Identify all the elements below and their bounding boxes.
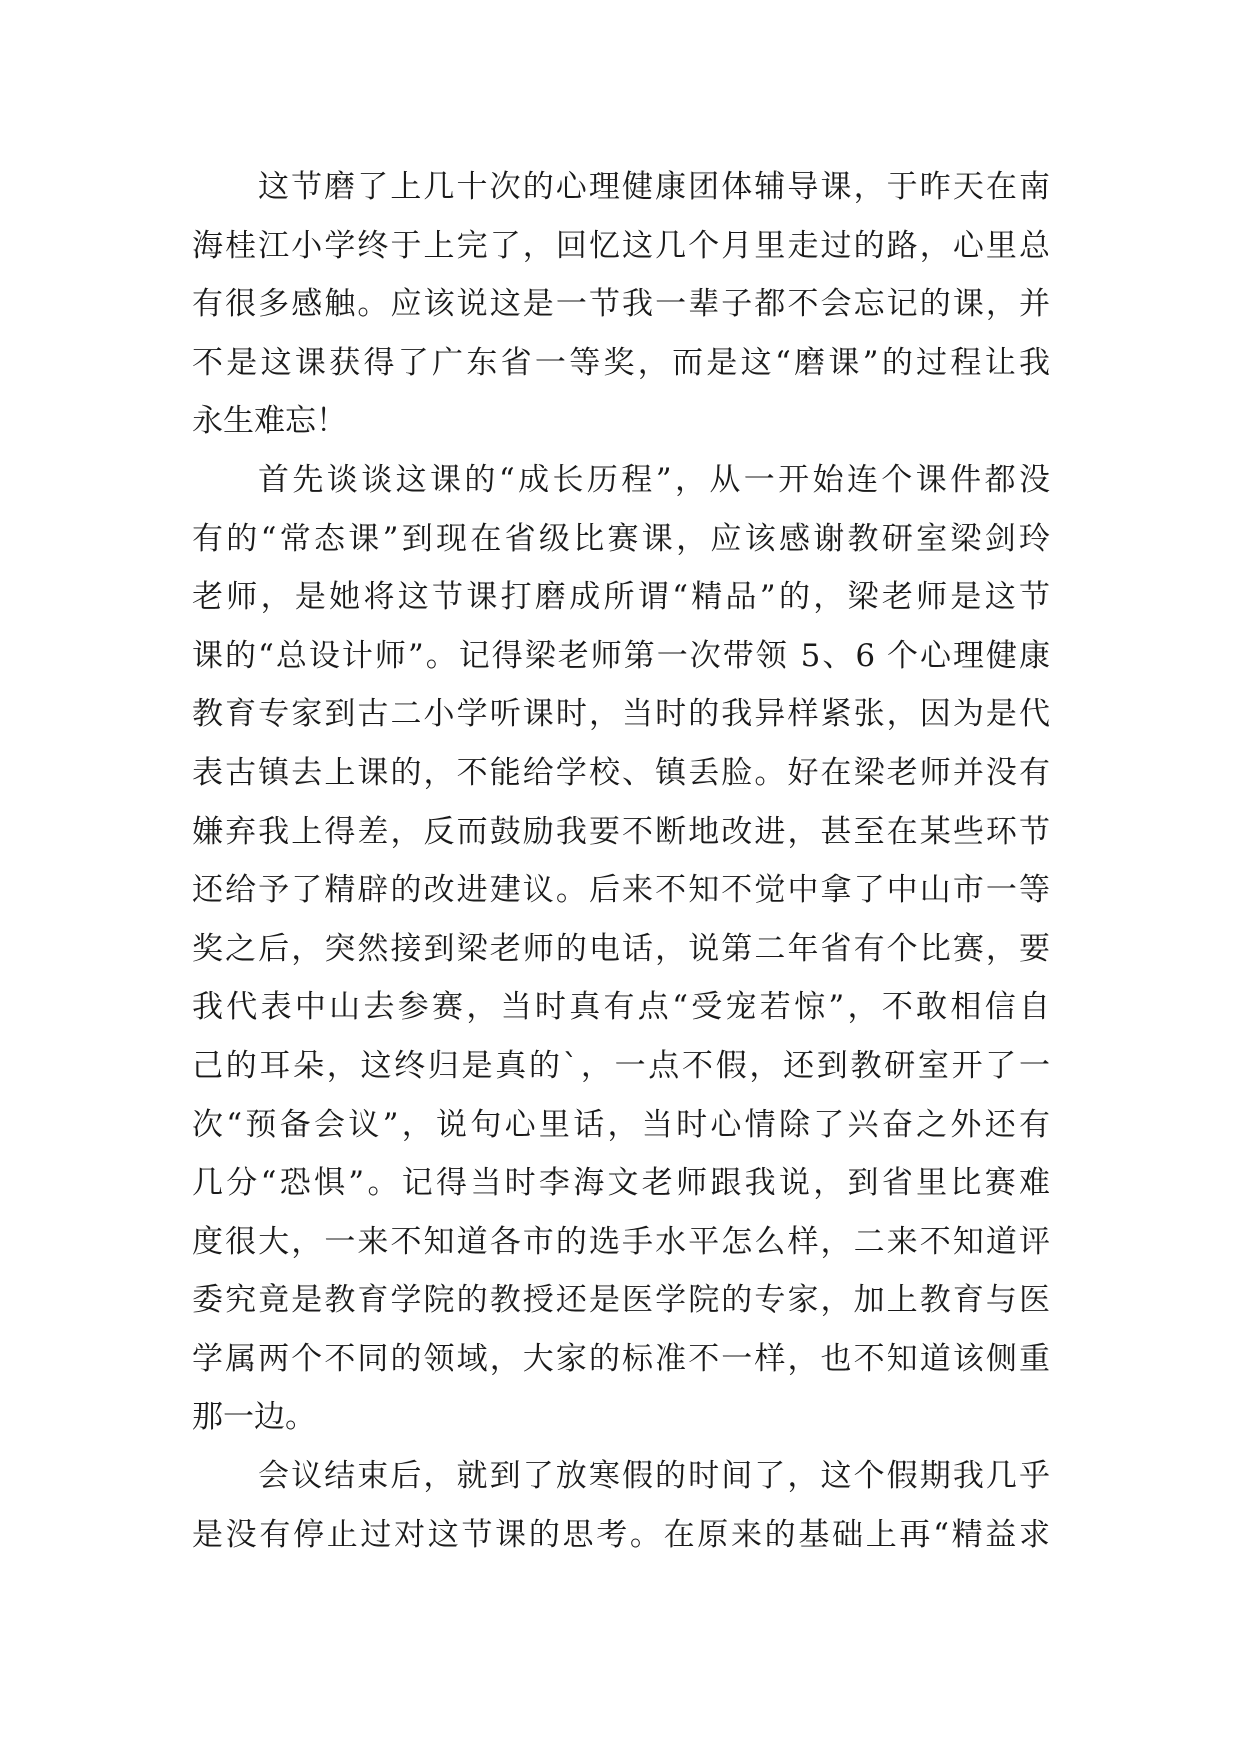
text-line: 还给予了精辟的改进建议。后来不知不觉中拿了中山市一等 <box>192 872 1050 909</box>
text-line: 首先谈谈这课的“成长历程”，从一开始连个课件都没 <box>258 461 1050 498</box>
text-line: 老师，是她将这节课打磨成所谓“精品”的，梁老师是这节 <box>192 579 1050 616</box>
paragraph <box>192 1447 1050 1564</box>
paragraph <box>192 158 1050 451</box>
text-line: 有很多感触。应该说这是一节我一辈子都不会忘记的课，并 <box>192 286 1050 323</box>
text-line: 己的耳朵，这终归是真的`，一点不假，还到教研室开了一 <box>192 1047 1050 1084</box>
text-line: 不是这课获得了广东省一等奖，而是这“磨课”的过程让我 <box>192 344 1050 381</box>
text-line: 有的“常态课”到现在省级比赛课，应该感谢教研室梁剑玲 <box>192 520 1050 557</box>
text-line: 教育专家到古二小学听课时，当时的我异样紧张，因为是代 <box>192 696 1050 733</box>
text-line: 这节磨了上几十次的心理健康团体辅导课，于昨天在南 <box>258 169 1050 205</box>
text-line: 那一边。 <box>192 1399 316 1436</box>
body-text <box>192 158 1050 1564</box>
text-line: 永生难忘！ <box>192 403 347 440</box>
text-line: 嫌弃我上得差，反而鼓励我要不断地改进，甚至在某些环节 <box>192 813 1050 850</box>
paragraph <box>192 451 1050 1447</box>
text-line: 是没有停止过对这节课的思考。在原来的基础上再“精益求 <box>192 1516 1050 1553</box>
text-line: 学属两个不同的领域，大家的标准不一样，也不知道该侧重 <box>192 1340 1050 1377</box>
text-line: 海桂江小学终于上完了，回忆这几个月里走过的路，心里总 <box>192 227 1050 264</box>
text-line: 课的“总设计师”。记得梁老师第一次带领 5、6 个心理健康 <box>192 637 1050 674</box>
text-line: 度很大，一来不知道各市的选手水平怎么样，二来不知道评 <box>192 1223 1050 1260</box>
text-line: 我代表中山去参赛，当时真有点“受宠若惊”，不敢相信自 <box>192 989 1050 1026</box>
text-line: 次“预备会议”，说句心里话，当时心情除了兴奋之外还有 <box>192 1106 1050 1143</box>
text-line: 委究竟是教育学院的教授还是医学院的专家，加上教育与医 <box>192 1282 1050 1319</box>
text-line: 几分“恐惧”。记得当时李海文老师跟我说，到省里比赛难 <box>192 1165 1050 1202</box>
text-line: 会议结束后，就到了放寒假的时间了，这个假期我几乎 <box>258 1458 1050 1495</box>
text-line: 表古镇去上课的，不能给学校、镇丢脸。好在梁老师并没有 <box>192 754 1050 791</box>
text-line: 奖之后，突然接到梁老师的电话，说第二年省有个比赛，要 <box>192 930 1050 967</box>
